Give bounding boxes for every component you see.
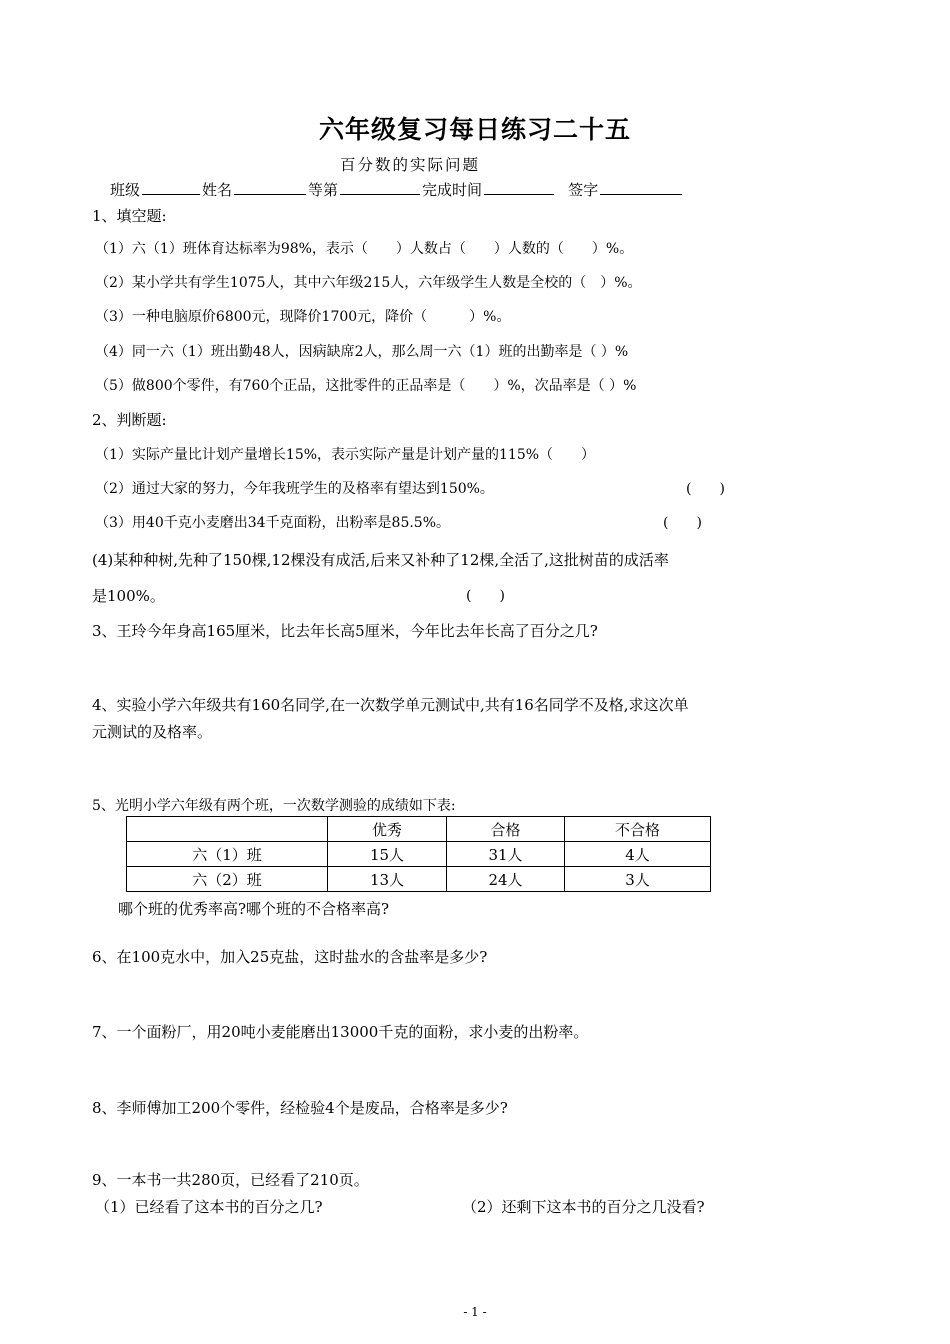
table-header-cell: 合格 [447,817,565,842]
question-4-line1: 4、实验小学六年级共有160名同学,在一次数学单元测试中,共有16名同学不及格,求这次单 [92,696,689,714]
score-table [126,816,711,892]
page-title: 六年级复习每日练习二十五 [318,115,631,144]
question-9-part1: （1）已经看了这本书的百分之几? [95,1198,323,1216]
name-blank[interactable] [234,178,306,195]
page-subtitle: 百分数的实际问题 [339,156,480,174]
table-cell: 3人 [565,867,711,892]
grade-label: 等第 [308,181,339,199]
name-label: 姓名 [202,181,233,199]
table-header-cell: 不合格 [565,817,711,842]
table-cell: 15人 [328,842,447,867]
judge-item-4-line1: (4)某种种树,先种了150棵,12棵没有成活,后来又补种了12棵,全活了,这批树苗的成活率 [92,551,669,569]
time-blank[interactable] [484,178,554,195]
question-9-part2: （2）还剩下这本书的百分之几没看? [462,1198,705,1216]
time-label: 完成时间 [422,181,483,199]
student-info-row [110,178,684,200]
judge-item-4-answer: ( ) [466,588,505,604]
question-6: 6、在100克水中，加入25克盐，这时盐水的含盐率是多少? [92,948,488,966]
table-cell: 31人 [447,842,565,867]
page-number: - 1 - [463,1305,487,1319]
fill-item-2: （2）某小学共有学生1075人，其中六年级215人，六年级学生人数是全校的（ ）%。 [95,275,642,291]
judge-item-3-answer: ( ) [663,515,702,531]
table-cell: 六（2）班 [127,867,328,892]
fill-item-3: （3）一种电脑原价6800元，现降价1700元，降价（ ）%。 [95,309,511,325]
sign-label: 签字 [568,181,599,199]
question-3: 3、王玲今年身高165厘米，比去年长高5厘米，今年比去年长高了百分之几? [92,622,598,640]
judge-item-3: （3）用40千克小麦磨出34千克面粉，出粉率是85.5%。 [95,515,451,531]
table-cell: 六（1）班 [127,842,328,867]
table-row [127,867,711,892]
table-header-row [127,817,711,842]
question-5-question: 哪个班的优秀率高?哪个班的不合格率高? [118,900,390,918]
class-blank[interactable] [142,178,200,195]
question-7: 7、一个面粉厂，用20吨小麦能磨出13000千克的面粉，求小麦的出粉率。 [92,1023,589,1041]
question-5-intro: 5、光明小学六年级有两个班，一次数学测验的成绩如下表: [92,798,456,814]
fill-item-1: （1）六（1）班体育达标率为98%，表示（ ）人数占（ ）人数的（ ）%。 [95,241,634,257]
sign-blank[interactable] [600,178,682,195]
question-9-intro: 9、一本书一共280页，已经看了210页。 [92,1171,369,1189]
table-cell: 24人 [447,867,565,892]
table-cell: 13人 [328,867,447,892]
class-label: 班级 [110,181,141,199]
judge-item-2: （2）通过大家的努力，今年我班学生的及格率有望达到150%。 [95,481,494,497]
section-heading-true-false: 2、判断题: [92,411,167,429]
table-header-cell [127,817,328,842]
table-cell: 4人 [565,842,711,867]
fill-item-5: （5）做800个零件，有760个正品，这批零件的正品率是（ ）%，次品率是（ ）% [95,378,637,394]
judge-item-1: （1）实际产量比计划产量增长15%，表示实际产量是计划产量的115%（ ） [95,447,596,463]
question-4-line2: 元测试的及格率。 [92,723,213,741]
fill-item-4: （4）同一六（1）班出勤48人，因病缺席2人，那么周一六（1）班的出勤率是（ ）% [95,344,629,360]
grade-blank[interactable] [340,178,420,195]
section-heading-fill-blank: 1、填空题: [92,207,167,225]
judge-item-2-answer: ( ) [686,481,725,497]
table-header-cell: 优秀 [328,817,447,842]
question-8: 8、李师傅加工200个零件，经检验4个是废品，合格率是多少? [92,1099,508,1117]
judge-item-4-line2: 是100%。 [92,587,165,605]
table-row [127,842,711,867]
